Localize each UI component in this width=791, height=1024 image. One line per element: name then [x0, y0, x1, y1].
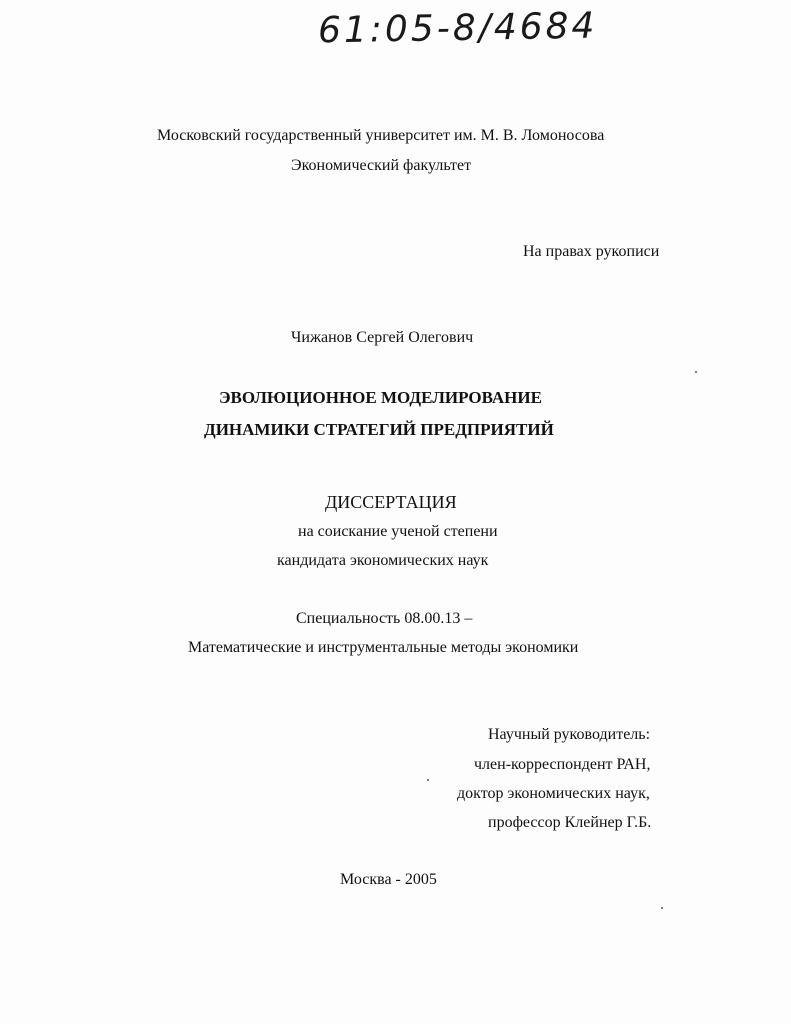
work-type-label: ДИССЕРТАЦИЯ	[325, 492, 457, 512]
supervisor-line-4: профессор Клейнер Г.Б.	[488, 814, 652, 831]
scan-speck	[427, 779, 429, 781]
university-name: Московский государственный университет им. М. В. Ломоносова	[157, 127, 605, 144]
title-line-1: ЭВОЛЮЦИОННОЕ МОДЕЛИРОВАНИЕ	[219, 388, 542, 407]
specialty-line-2: Математические и инструментальные методы экономики	[188, 639, 579, 656]
faculty-name: Экономический факультет	[291, 157, 472, 174]
supervisor-line-2: член-корреспондент РАН,	[474, 756, 651, 773]
manuscript-note: На правах рукописи	[523, 243, 660, 260]
work-type-line-2: кандидата экономических наук	[277, 552, 489, 569]
supervisor-line-1: Научный руководитель:	[488, 726, 651, 743]
supervisor-line-3: доктор экономических наук,	[457, 785, 650, 802]
scan-speck	[661, 907, 663, 909]
title-line-2: ДИНАМИКИ СТРАТЕГИЙ ПРЕДПРИЯТИЙ	[204, 420, 554, 439]
specialty-line-1: Специальность 08.00.13 –	[296, 610, 473, 627]
author-name: Чижанов Сергей Олегович	[291, 329, 474, 346]
archive-number-handwritten: 61:05-8/4684	[317, 5, 598, 52]
place-year: Москва - 2005	[340, 871, 437, 888]
work-type-line-1: на соискание ученой степени	[298, 523, 498, 540]
scan-speck	[695, 371, 697, 373]
